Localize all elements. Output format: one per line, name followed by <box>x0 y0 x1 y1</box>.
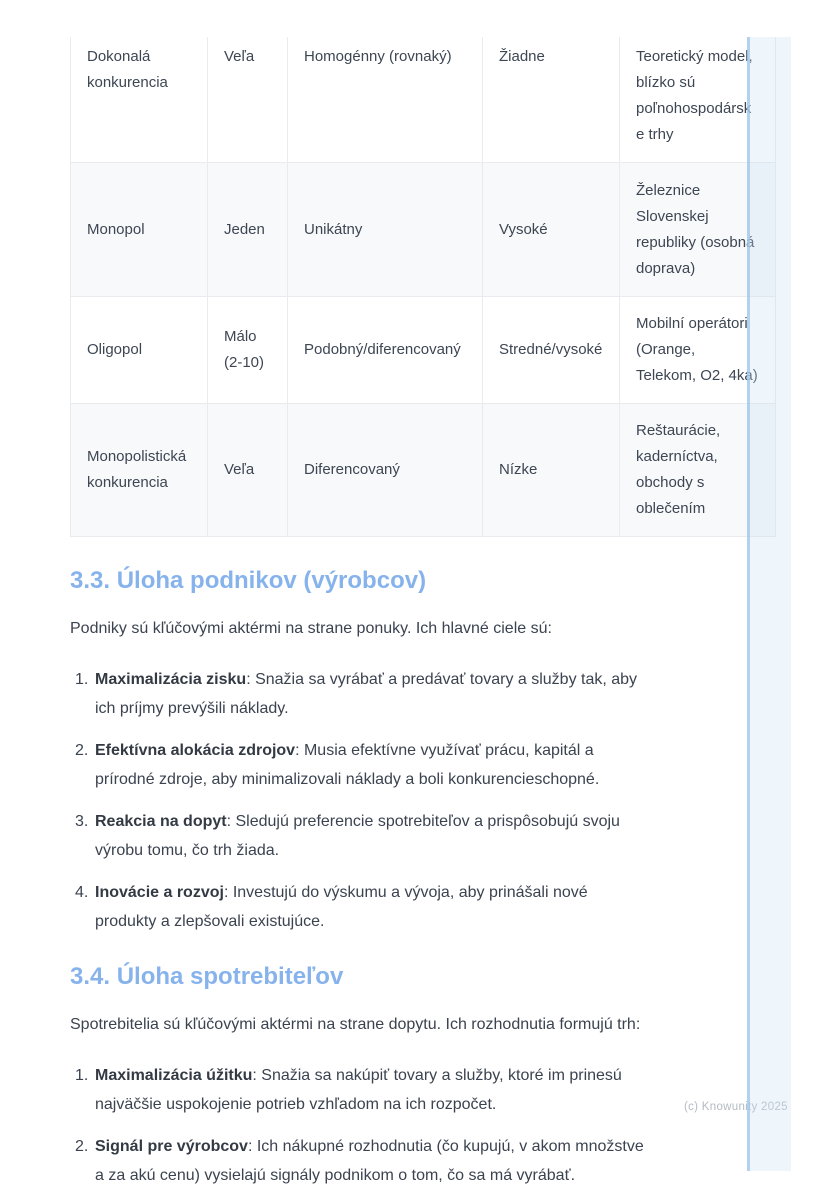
list-item-term: Maximalizácia úžitku <box>95 1067 253 1084</box>
list-item-number: 2. <box>75 742 89 759</box>
cell-product-type: Diferencovaný <box>288 404 483 537</box>
list-item <box>70 878 645 936</box>
cell-entry-barriers: Nízke <box>483 404 620 537</box>
section-3-4 <box>70 963 775 1190</box>
table-row <box>71 163 776 297</box>
list-item-text: : Snažia sa vyrábať a predávať tovary a služby tak, aby ich príjmy prevýšili náklady. <box>95 671 638 717</box>
cell-entry-barriers: Stredné/vysoké <box>483 297 620 404</box>
cell-market-type: Dokonalá konkurencia <box>71 37 208 163</box>
section-intro: Podniky sú kľúčovými aktérmi na strane ponuky. Ich hlavné ciele sú: <box>70 620 552 637</box>
list-item <box>70 1132 645 1190</box>
market-structures-table <box>70 37 776 537</box>
list-item-term: Signál pre výrobcov <box>95 1138 248 1155</box>
cell-example: Teoretický model, blízko sú poľnohospodárske trhy <box>620 37 776 163</box>
document-page-content <box>70 37 775 1203</box>
list-item-text: : Snažia sa nakúpiť tovary a služby, ktoré im prinesú najväčšie uspokojenie potrieb vzhľadom na ich rozpočet. <box>95 1067 622 1113</box>
list-item-number: 2. <box>75 1138 89 1155</box>
list-item-text: : Ich nákupné rozhodnutia (čo kupujú, v akom množstve a za akú cenu) vysielajú signály podnikom o tom, čo sa má vyrábať. <box>95 1138 644 1184</box>
table-row <box>71 404 776 537</box>
table-row <box>71 37 776 163</box>
cell-seller-count: Veľa <box>208 37 288 163</box>
cell-entry-barriers: Vysoké <box>483 163 620 297</box>
watermark: (c) Knowunity 2025 <box>684 1101 788 1113</box>
section-3-3 <box>70 567 775 936</box>
cell-entry-barriers: Žiadne <box>483 37 620 163</box>
cell-example: Mobilní operátori (Orange, Telekom, O2, 4ka) <box>620 297 776 404</box>
list-item-term: Reakcia na dopyt <box>95 813 227 830</box>
list-item <box>70 736 645 794</box>
list-item-term: Maximalizácia zisku <box>95 671 247 688</box>
list-item-term: Efektívna alokácia zdrojov <box>95 742 296 759</box>
section-heading: 3.4. Úloha spotrebiteľov <box>70 963 344 990</box>
list-item-number: 4. <box>75 884 89 901</box>
table-row <box>71 297 776 404</box>
ordered-list <box>70 665 648 936</box>
section-heading: 3.3. Úloha podnikov (výrobcov) <box>70 567 427 594</box>
list-item-text: : Musia efektívne využívať prácu, kapitál a prírodné zdroje, aby minimalizovali náklady a boli konkurencieschopné. <box>95 742 600 788</box>
cell-market-type: Monopolistická konkurencia <box>71 404 208 537</box>
cell-market-type: Oligopol <box>71 297 208 404</box>
list-item <box>70 1061 645 1119</box>
list-item-number: 1. <box>75 671 89 688</box>
list-item-term: Inovácie a rozvoj <box>95 884 224 901</box>
cell-market-type: Monopol <box>71 163 208 297</box>
list-item <box>70 807 645 865</box>
cell-seller-count: Veľa <box>208 404 288 537</box>
list-item <box>70 665 645 723</box>
cell-product-type: Unikátny <box>288 163 483 297</box>
cell-example: Železnice Slovenskej republiky (osobná doprava) <box>620 163 776 297</box>
list-item-text: : Investujú do výskumu a vývoja, aby prinášali nové produkty a zlepšovali existujúce. <box>95 884 588 930</box>
cell-product-type: Homogénny (rovnaký) <box>288 37 483 163</box>
list-item-number: 3. <box>75 813 89 830</box>
cell-seller-count: Jeden <box>208 163 288 297</box>
cell-product-type: Podobný/diferencovaný <box>288 297 483 404</box>
list-item-text: : Sledujú preferencie spotrebiteľov a prispôsobujú svoju výrobu tomu, čo trh žiada. <box>95 813 620 859</box>
section-intro: Spotrebitelia sú kľúčovými aktérmi na strane dopytu. Ich rozhodnutia formujú trh: <box>70 1016 641 1033</box>
cell-example: Reštaurácie, kaderníctva, obchody s oblečením <box>620 404 776 537</box>
list-item-number: 1. <box>75 1067 89 1084</box>
cell-seller-count: Málo (2-10) <box>208 297 288 404</box>
